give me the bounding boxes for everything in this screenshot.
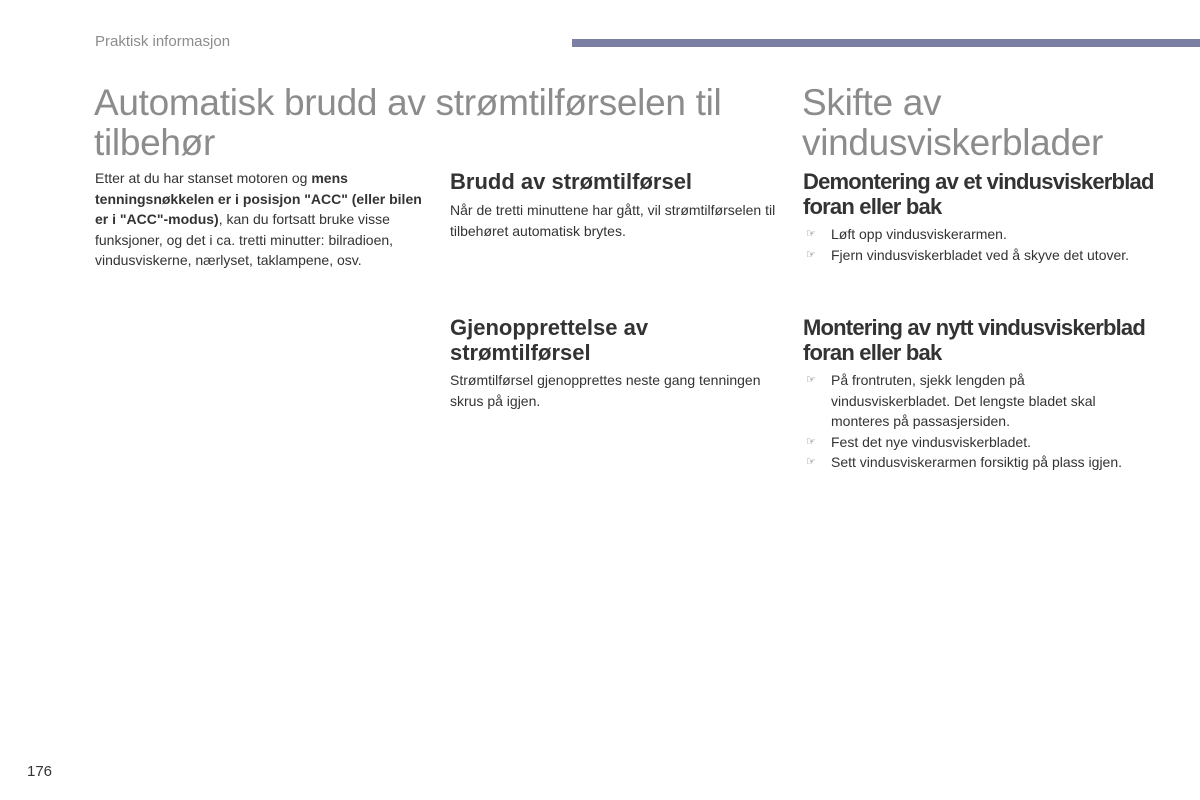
gjenopprettelse-text: Strømtilførsel gjenopprettes neste gang tenningen skrus på igjen. [450,372,761,409]
brudd-heading: Brudd av strømtilførsel [450,169,693,194]
step-text: Fest det nye vindusviskerbladet. [831,433,1031,450]
page-title-right: Skifte av vindusviskerblader [802,82,1104,163]
pointing-hand-icon: ☞ [806,435,816,448]
brudd-text: Når de tretti minuttene har gått, vil strømtilførselen til tilbehøret automatisk brytes. [450,202,776,239]
step-text: Løft opp vindusviskerarmen. [831,226,1007,242]
demontering-steps [803,224,1133,265]
page-title-left: Automatisk brudd av strømtilførselen til tilbehør [94,82,722,163]
pointing-hand-icon: ☞ [806,228,816,240]
step-item [803,370,1133,432]
step-item [803,432,1133,453]
step-item [803,224,1133,245]
step-text: Fjern vindusviskerbladet ved å skyve det utover. [831,246,1130,263]
montering-heading: Montering av nytt vindusviskerblad foran eller bak [803,315,1145,365]
intro-paragraph [95,168,430,271]
demontering-heading: Demontering av et vindusviskerblad foran eller bak [803,169,1154,219]
step-text: På frontruten, sjekk lengden på vindusviskerbladet. Det lengste bladet skal monteres på passasjersiden. [831,372,1096,429]
pointing-hand-icon: ☞ [806,456,816,468]
step-text: Sett vindusviskerarmen forsiktig på plass igjen. [831,454,1123,470]
pointing-hand-icon: ☞ [806,374,816,386]
pointing-hand-icon: ☞ [806,248,816,261]
step-item [803,245,1133,266]
gjenopprettelse-heading: Gjenopprettelse av strømtilførsel [450,315,649,365]
header-bar [572,39,1200,47]
intro-prefix: Etter at du har stanset motoren og [95,170,312,186]
page-number: 176 [27,763,53,780]
intro-bold: mens tenningsnøkkelen er i posisjon "ACC" (eller bilen er i "ACC"-modus) [95,170,422,227]
montering-steps [803,370,1133,473]
intro-suffix: , kan du fortsatt bruke visse funksjoner, og det i ca. tretti minutter: bilradioen, vindusviskerne, nærlyset, taklampene, osv. [95,211,394,268]
step-item [803,452,1133,473]
section-header: Praktisk informasjon [95,33,231,50]
